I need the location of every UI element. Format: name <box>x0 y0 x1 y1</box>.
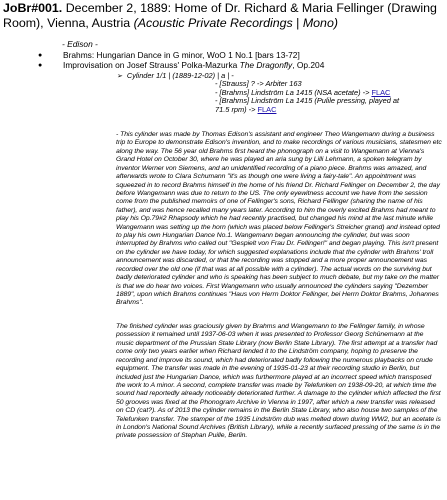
work-title: Brahms: Hungarian Dance in G minor, WoO 1 No.1 [bars 13-72] <box>63 50 300 60</box>
notes-paragraph-provenance: The finished cylinder was graciously given by Brahms and Wangemann to the Fellinger family, in whose possession it remained until 1937-06-03 when it was presented to Professor Georg Schünemann at the music department of the Prussian State Library (now Berlin State Library). The first attempt at a transfer had come only two years earlier when Richard lended it to the Lindström company, hoping to preserve the recording and improve its sound, which had deteriorated badly following the numerous playbacks on crude equipment. The transfer was made in the evening of 1935-01-23 at their recording studio in Berlin, but included just the Hungarian Dance, which was furthermore played at an incorrect speed which transposed the work to A minor. A second, complete transfer was made by Telefunken on 1938-09-20, at which time the sound had reportedly already noticeably deteriorated further. A damage to the cylinder which affected the first 50 grooves was fixed at the Phonogram Archive in Vienna in 1997, after which a new transfer was released on CD (cat?). As of 2013 the cylinder remains in the Berlin State Library, who also house two samples of the Telefunken transfer. The stamper of the 1935 Lindström dub was melted down during WW2, but an acetate is in London's National Sound Archives (British Library), while a recently surfaced pressing of the same is in the private possession of Stephan Puille, Berlin. <box>116 323 441 440</box>
work-title: Improvisation on Josef Strauss' Polka-Mazurka The Dragonfly, Op.204 <box>63 60 325 70</box>
flac-link[interactable]: FLAC <box>371 87 391 97</box>
transfer-item: - [Strauss] ? -> Arbiter 163 <box>215 79 302 88</box>
transfer-list <box>215 80 440 114</box>
arrow-bullet-icon: ➢ <box>117 73 123 80</box>
recording-id: JoBr#001. <box>3 1 63 15</box>
transfer-item: - [Brahms] Lindström La 1415 (Pulile pressing, played at <box>215 96 400 106</box>
header-location: Room), Vienna, Austria <box>3 15 131 30</box>
flac-link[interactable]: FLAC <box>257 104 277 114</box>
notes-paragraph-history: - This cylinder was made by Thomas Edison's assistant and engineer Theo Wangemann during a business trip to Europe to demonstrate Edison's invention, and to make recordings of various musicians, statesmen etc along the way. The 56 year old Brahms first heard the phonograph on a visit to Wangemann at Vienna's Grand Hotel on October 30, where he was played an aria sung by Lilli Lehmann, a spoken telegram by inventor Werner von Siemens, and an unidentified recording of a piano piece. Brahms was amazed, and afterwards wrote to Clara Schumann "it's as though one were living a fairy-tale". An appointment was squeezed in to record Brahms himself in the home of his friend Dr. Richard Fellinger on December 2, the day before Wangemann was due to return to the US. The only eyewitness account we have from the session come from the published memoirs of one of Fellinger's sons, Richard Fellinger (sharing the name of his father), and was hence recalled many years later. According to him the overly excited Brahms had meant to play his Op.79#2 Rhapsody which he had recently practised, but changed his mind at the last minute while Wangemann was setting up the horn (which was placed below Fellinger's Streicher grand) and instead opted to play his own Hungarian Dance No.1. Wangemann began announcing the cylinder, but was soon interrupted by Brahms who called out "Gespielt von Frau Dr. Fellinger!" and began playing. This isn't present on the cylinder we have today, for which suggested explanations include that the cylinder with Brahms' troll announcement was discarded, or that the recording was stopped and a more proper announcement was recorded over the old one (if that was at all possible with a cylinder). The actual words on the surviving but badly deteriorated cylinder and who is speaking has been subject to much debate, but my take on the matter is that we do hear two voices. First Wangemann who usually announced the cylinders saying "Dezember 1889", upon which Brahms continues "Haus von Herrn Doktor Fellinger, bei Herrn Doktor Brahms, Johannes Brahms". <box>116 131 442 307</box>
header-line1: December 2, 1889: Home of Dr. Richard & Maria Fellinger (Drawing <box>65 1 437 15</box>
section-label-edison: - Edison - <box>62 39 98 49</box>
transfer-item: - [Brahms] Lindström La 1415 (NSA acetate) -> FLAC <box>215 87 391 97</box>
cylinder-label: Cylinder 1/1 | (1889-12-02) | a | - <box>126 71 234 80</box>
header-separator: | <box>296 15 300 30</box>
transfer-item: 71.5 rpm) -> FLAC <box>215 104 277 114</box>
bullet-icon: ● <box>38 62 43 69</box>
bullet-icon: ● <box>38 52 43 59</box>
header-recording-type: (Acoustic Private Recordings <box>133 15 293 30</box>
recording-header <box>3 1 443 30</box>
header-channel: Mono) <box>302 15 338 30</box>
